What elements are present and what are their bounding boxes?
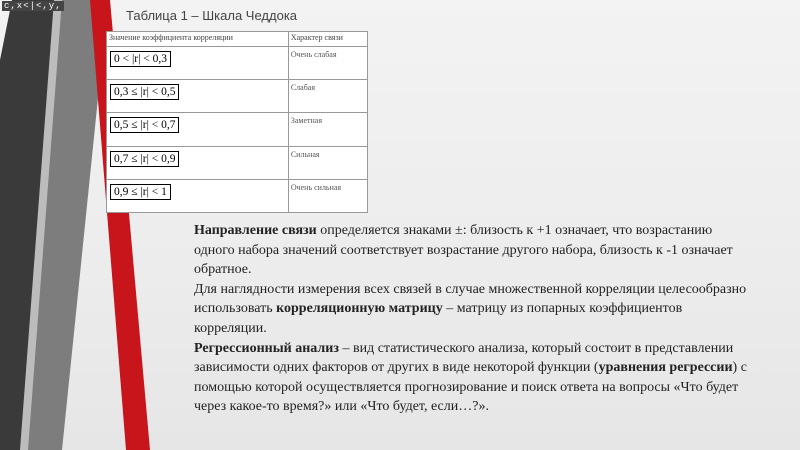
paragraph-regression-text: – вид статистического анализа, который состоит в представлении зависимости одних факторов от других в виде некоторой функции ( [194, 340, 734, 376]
header-kind: Характер связи [288, 32, 367, 47]
kind-cell: Очень сильная [288, 179, 367, 212]
table-header-row [107, 32, 368, 47]
kind-cell: Сильная [288, 146, 367, 179]
header-coefficient: Значение коэффициента корреляции [107, 32, 289, 47]
chaddock-scale-table [106, 31, 368, 213]
paragraph-matrix-text: Для наглядности измерения всех связей в случае множественной корреляции целесообразно использовать [194, 281, 747, 317]
kind-cell: Очень слабая [288, 47, 367, 80]
paragraph-regression-end: ) с помощью которой осуществляется прогнозирование и поиск ответа на вопросы «Что будет через какое-то время?» или «Что будет, если…?». [194, 360, 747, 415]
value-cell: 0,7 ≤ |r| < 0,9 [110, 151, 179, 167]
table-row [107, 179, 368, 212]
kind-cell: Заметная [288, 113, 367, 146]
term-direction: Направление связи [194, 223, 317, 238]
paragraph-direction [194, 221, 754, 280]
paragraph-direction-text: определяется знаками ±: близость к +1 означает, что возрастанию одного набора значений соответствует возрастание другого набора, близость к -1 означает обратное. [194, 223, 733, 278]
paragraph-matrix [194, 280, 754, 339]
value-cell: 0 < |r| < 0,3 [110, 51, 171, 67]
body-text [194, 221, 754, 417]
paragraph-matrix-end: – матрицу из попарных коэффициентов корреляции. [194, 301, 683, 336]
value-cell: 0,3 ≤ |r| < 0,5 [110, 84, 179, 100]
table-caption: Таблица 1 – Шкала Чеддока [126, 8, 298, 23]
table-row [107, 80, 368, 113]
kind-cell: Слабая [288, 80, 367, 113]
corner-label: c,x<|<,y, [4, 1, 62, 11]
table-row [107, 113, 368, 146]
value-cell: 0,9 ≤ |r| < 1 [110, 184, 171, 200]
term-regression: Регрессионный анализ [194, 340, 339, 356]
value-cell: 0,5 ≤ |r| < 0,7 [110, 117, 179, 133]
term-regression-equation: уравнения регрессии [598, 360, 733, 376]
table-row [107, 47, 368, 80]
table-row [107, 146, 368, 179]
term-matrix: корреляционную матрицу [276, 301, 443, 317]
paragraph-regression [194, 339, 754, 417]
